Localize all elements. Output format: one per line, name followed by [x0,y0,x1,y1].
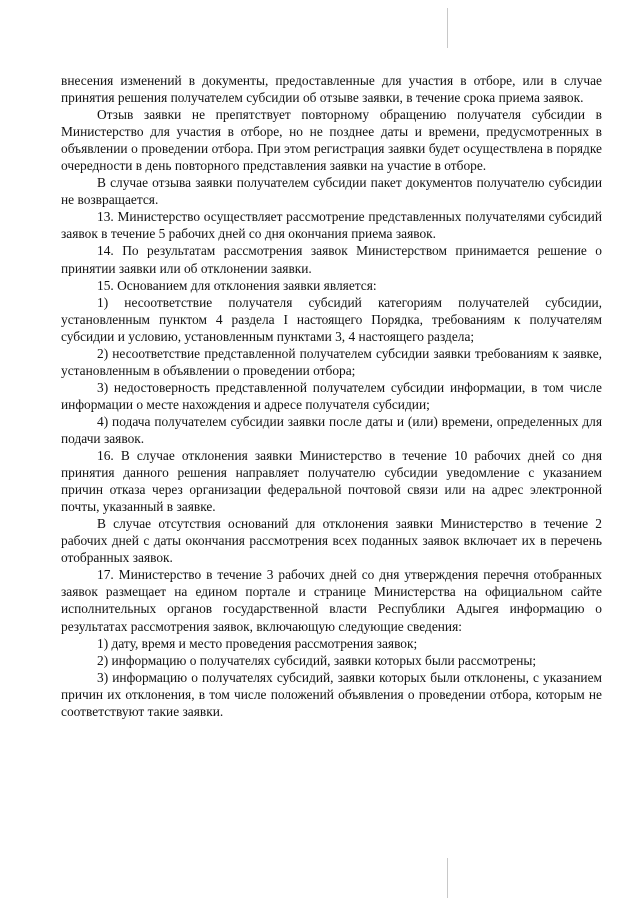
paragraph-13: 13. Министерство осуществляет рассмотрение представленных получателями субсидий заявок в течение 5 рабочих дней со дня окончания приема заявок. [61,209,602,242]
list-item-17-2: 2) информацию о получателях субсидий, заявки которых были рассмотрены; [97,652,537,668]
paragraph-withdrawal-note: Отзыв заявки не препятствует повторному обращению получателя субсидии в Министерство для участия в отборе, но не позднее даты и времени, предусмотренных в объявлении о проведении отбора. При этом регистрация заявки будет осуществлена в порядке очередности в день повторного представления заявки на участие в отборе. [61,107,602,174]
list-item-15-1: 1) несоответствие получателя субсидий категориям получателей субсидии, установленным пунктом 4 раздела I настоящего Порядка, требованиям к получателям субсидии и условию, установленным пунктами 3, 4 настоящего раздела; [61,294,602,344]
document-body [61,72,602,720]
scan-artifact-line [447,8,448,48]
paragraph-documents-not-returned: В случае отзыва заявки получателем субсидии пакет документов получателю субсидии не возвращается. [61,175,602,208]
paragraph-no-grounds: В случае отсутствия оснований для отклонения заявки Министерство в течение 2 рабочих дней с даты окончания рассмотрения всех поданных заявок включает их в перечень отобранных заявок. [61,516,602,566]
paragraph-16: 16. В случае отклонения заявки Министерство в течение 10 рабочих дней со дня принятия данного решения направляет получателю субсидии уведомление с указанием причин отказа через организации федеральной почтовой связи или на адрес электронной почты, указанный в заявке. [61,448,602,515]
paragraph-17: 17. Министерство в течение 3 рабочих дней со дня утверждения перечня отобранных заявок размещает на едином портале и странице Министерства на официальном сайте исполнительных органов государственной власти Республики Адыгея информацию о результатах рассмотрения заявок, включающую следующие сведения: [61,567,602,634]
paragraph-15: 15. Основанием для отклонения заявки является: [97,277,377,293]
list-item-15-2: 2) несоответствие представленной получателем субсидии заявки требованиям к заявке, установленным в объявлении о проведении отбора; [61,345,602,378]
paragraph-14: 14. По результатам рассмотрения заявок Министерством принимается решение о принятии заявки или об отклонении заявки. [61,243,602,276]
list-item-17-3: 3) информацию о получателях субсидий, заявки которых были отклонены, с указанием причин их отклонения, в том числе положений объявления о проведении отбора, которым не соответствуют такие заявки. [61,669,602,719]
list-item-15-4: 4) подача получателем субсидии заявки после даты и (или) времени, определенных для подачи заявок. [61,413,602,446]
list-item-15-3: 3) недостоверность представленной получателем субсидии информации, в том числе информации о месте нахождения и адресе получателя субсидии; [61,379,602,412]
paragraph-continuation: внесения изменений в документы, предоставленные для участия в отборе, или в случае принятия решения получателем субсидии об отзыве заявки, в течение срока приема заявок. [61,73,602,106]
list-item-17-1: 1) дату, время и место проведения рассмотрения заявок; [97,635,418,651]
scan-artifact-line [447,858,448,898]
